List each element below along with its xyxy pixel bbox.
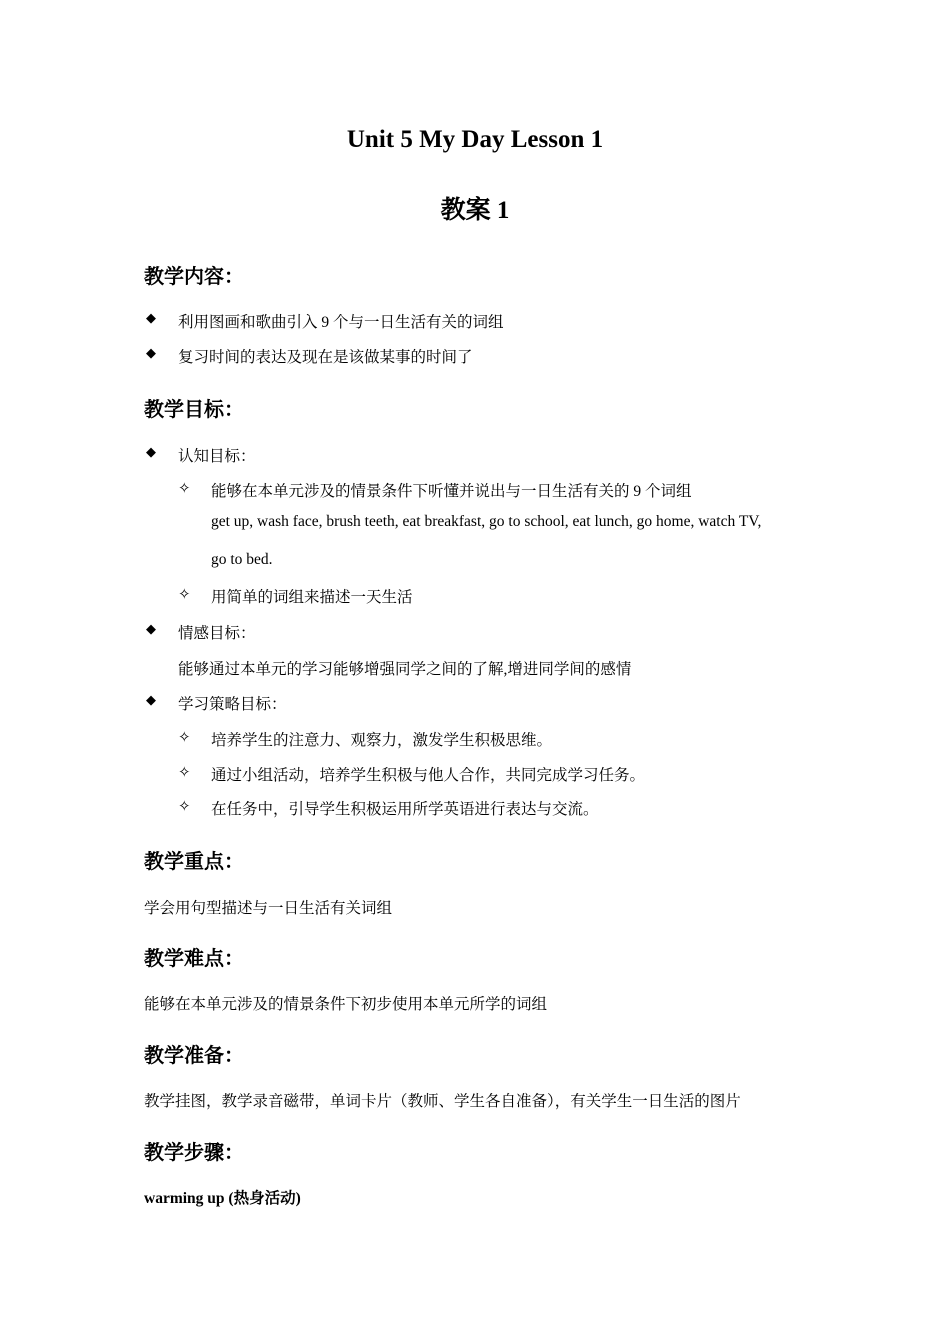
document-subtitle: 教案 1 xyxy=(440,197,510,224)
section-heading-steps: 教学步骤： xyxy=(144,1142,244,1164)
difficulties-text: 能够在本单元涉及的情景条件下初步使用本单元所学的词组 xyxy=(144,996,548,1013)
key-points-text: 学会用句型描述与一日生活有关词组 xyxy=(144,900,393,917)
list-item: 在任务中，引导学生积极运用所学英语进行表达与交流。 xyxy=(211,801,599,818)
bullet-icon: ◆ xyxy=(146,692,156,707)
section-heading-goals: 教学目标： xyxy=(144,399,244,421)
bullet-icon: ◆ xyxy=(146,345,156,360)
section-heading-key-points: 教学重点： xyxy=(144,851,244,873)
emotional-goal-label: 情感目标： xyxy=(178,625,256,642)
cognitive-goal-label: 认知目标： xyxy=(178,448,256,465)
list-item: 利用图画和歌曲引入 9 个与一日生活有关的词组 xyxy=(178,314,504,331)
emotional-goal-text: 能够通过本单元的学习能够增强同学之间的了解,增进同学间的感情 xyxy=(178,661,632,678)
document-title: Unit 5 My Day Lesson 1 xyxy=(346,126,604,153)
bullet-icon: ◆ xyxy=(146,310,156,325)
warmup-label: warming up (热身活动) xyxy=(144,1190,301,1207)
sub-bullet-icon: ✧ xyxy=(178,730,191,746)
strategy-goal-label: 学习策略目标： xyxy=(178,696,287,713)
list-item: 复习时间的表达及现在是该做某事的时间了 xyxy=(178,349,473,366)
sub-bullet-icon: ✧ xyxy=(178,765,191,781)
sub-bullet-icon: ✧ xyxy=(178,587,191,603)
list-item: 培养学生的注意力、观察力，激发学生积极思维。 xyxy=(211,732,553,749)
list-item: 用简单的词组来描述一天生活 xyxy=(211,589,413,606)
sub-bullet-icon: ✧ xyxy=(178,799,191,815)
section-heading-content: 教学内容： xyxy=(144,266,244,288)
preparation-text: 教学挂图，教学录音磁带，单词卡片（教师、学生各自准备），有关学生一日生活的图片 xyxy=(144,1093,741,1110)
list-item: 通过小组活动，培养学生积极与他人合作，共同完成学习任务。 xyxy=(211,767,646,784)
sub-bullet-icon: ✧ xyxy=(178,481,191,497)
section-heading-preparation: 教学准备： xyxy=(144,1045,244,1067)
bullet-icon: ◆ xyxy=(146,621,156,636)
list-item: 能够在本单元涉及的情景条件下听懂并说出与一日生活有关的 9 个词组 xyxy=(211,483,692,500)
bullet-icon: ◆ xyxy=(146,444,156,459)
section-heading-difficulties: 教学难点： xyxy=(144,948,244,970)
phrase-list: get up, wash face, brush teeth, eat breakfast, go to school, eat lunch, go home, watch TV, xyxy=(211,513,762,530)
phrase-list: go to bed. xyxy=(211,551,273,568)
